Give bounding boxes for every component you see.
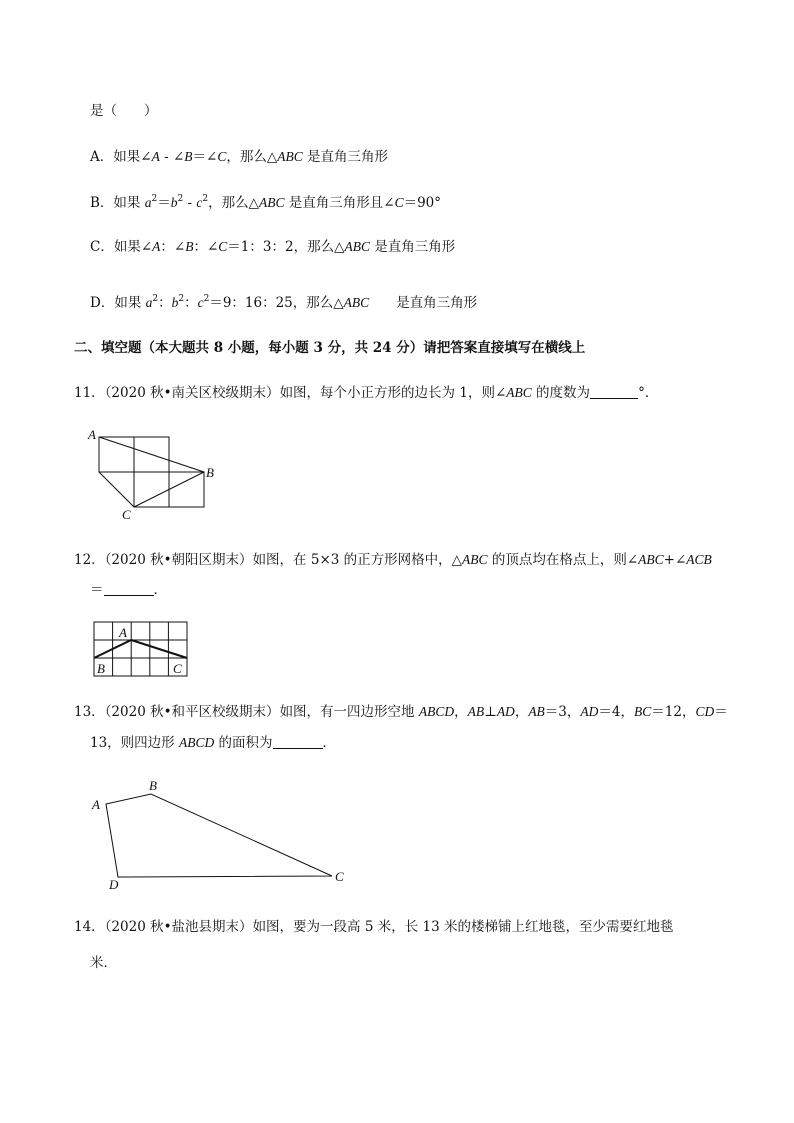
segment-ab <box>99 437 204 472</box>
q11-figure <box>85 425 225 525</box>
grid-square <box>169 472 204 507</box>
label-b: B <box>97 661 105 676</box>
q14-text-line2: 米． <box>90 955 117 971</box>
q10-option-a: A．如果∠A - ∠B＝∠C，那么△ABC 是直角三角形 <box>90 149 389 165</box>
q12-figure <box>92 620 192 680</box>
answer-blank <box>590 384 638 399</box>
section-2-heading: 二、填空题（本大题共 8 小题，每小题 3 分，共 24 分）请把答案直接填写在横线上 <box>74 340 586 356</box>
q11-text: 11．（2020 秋•南关区校级期末）如图，每个小正方形的边长为 1，则∠ABC 的度数为 °． <box>74 385 659 401</box>
answer-blank <box>104 581 154 596</box>
grid-square <box>99 437 134 472</box>
q13-figure <box>88 775 358 895</box>
q12-text: 12．（2020 秋•朝阳区期末）如图，在 5×3 的正方形网格中，△ABC 的顶点均在格点上，则∠ABC+∠ACB <box>74 552 712 568</box>
label-a: A <box>119 625 127 640</box>
segment-ac <box>131 640 187 658</box>
q10-option-c: C．如果∠A：∠B：∠C＝1：3：2，那么△ABC 是直角三角形 <box>90 239 456 255</box>
label-c: C <box>335 869 344 884</box>
label-a: A <box>92 797 100 812</box>
label-b: B <box>206 465 214 480</box>
label-b: B <box>149 778 157 793</box>
q13-text: 13．（2020 秋•和平区校级期末）如图，有一四边形空地 ABCD，AB⊥AD，AB＝3，AD＝4，BC＝12，CD＝ <box>74 704 728 720</box>
label-d: D <box>109 877 119 892</box>
label-c: C <box>173 661 182 676</box>
q10-option-d: D．如果 $a^2$：$b^2$：$c^2=9$：16：25，那么△ABC 是直角三角形 <box>90 294 478 311</box>
q14-text: 14．（2020 秋•盐池县期末）如图，要为一段高 5 米，长 13 米的楼梯铺上红地毯，至少需要红地毯 <box>74 919 674 935</box>
label-a: A <box>88 427 96 442</box>
answer-blank <box>273 734 323 749</box>
grid-square <box>134 472 169 507</box>
q12-text-line2: ＝ ． <box>90 582 167 598</box>
quadrilateral-abcd <box>106 794 332 877</box>
label-c: C <box>122 507 131 522</box>
q10-option-b: B．如果 $a^2=b^2 - c^2$，那么△ABC 是直角三角形且∠C＝90° <box>90 194 442 211</box>
segment-diagonal <box>99 472 134 507</box>
q13-text-line2: 13，则四边形 ABCD 的面积为 ． <box>90 735 337 751</box>
q10-tail: 是（ ） <box>90 103 158 119</box>
